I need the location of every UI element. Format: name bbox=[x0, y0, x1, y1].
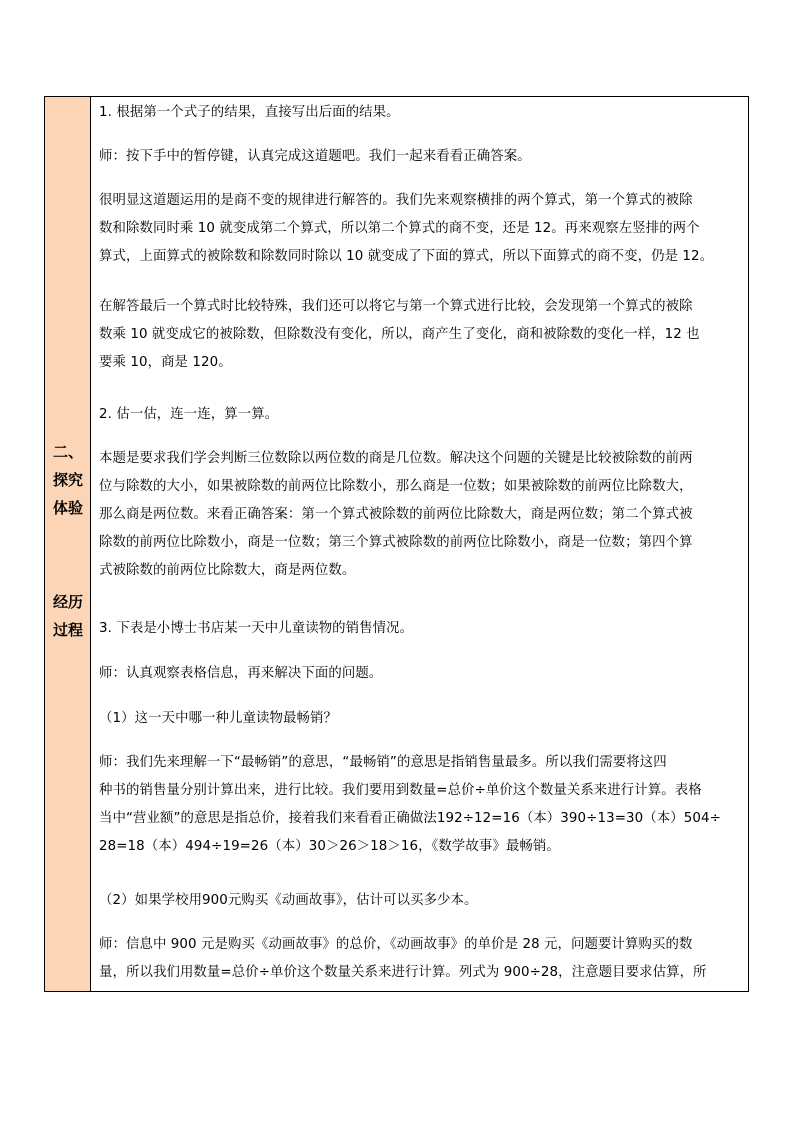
text-line: 算式，上面算式的被除数和除数同时除以 10 就变成了下面的算式，所以下面算式的商不变，仍是 12。 bbox=[99, 249, 714, 264]
section-label: 二、 bbox=[52, 443, 83, 461]
text-line: 位与除数的大小，如果被除数的前两位比除数小，那么商是一位数；如果被除数的前两位比除数大， bbox=[99, 479, 693, 494]
lesson-table bbox=[44, 96, 749, 992]
text-line: 数和除数同时乘 10 就变成第二个算式，所以第二个算式的商不变，还是 12。再来观察左竖排的两个 bbox=[99, 221, 700, 236]
paragraph bbox=[99, 887, 742, 915]
paragraph bbox=[99, 445, 742, 585]
text-line: 28=18（本）494÷19=26（本）30＞26＞18＞16，《数学故事》最畅销。 bbox=[99, 839, 560, 854]
text-line: 当中“营业额”的意思是指总价，接着我们来看看正确做法192÷12=16（本）390÷13=30（本）504÷ bbox=[99, 811, 721, 826]
paragraph bbox=[99, 143, 742, 171]
text-line: 2. 估一估，连一连，算一算。 bbox=[99, 407, 279, 422]
text-line: 师：我们先来理解一下“最畅销”的意思，“最畅销”的意思是指销售量最多。所以我们需要将这四 bbox=[99, 755, 667, 770]
text-line: 种书的销售量分别计算出来，进行比较。我们要用到数量=总价÷单价这个数量关系来进行计算。表格 bbox=[99, 783, 702, 798]
text-line: 式被除数的前两位比除数大，商是两位数。 bbox=[99, 563, 356, 578]
text-line: 量，所以我们用数量=总价÷单价这个数量关系来进行计算。列式为 900÷28，注意题目要求估算，所 bbox=[99, 965, 707, 980]
text-line: 那么商是两位数。来看正确答案：第一个算式被除数的前两位比除数大，商是两位数；第二个算式被 bbox=[99, 507, 693, 522]
text-line: 在解答最后一个算式时比较特殊，我们还可以将它与第一个算式进行比较，会发现第一个算式的被除 bbox=[99, 299, 693, 314]
section-label: 体验 bbox=[52, 499, 83, 517]
section-label: 过程 bbox=[52, 621, 83, 639]
text-line: 本题是要求我们学会判断三位数除以两位数的商是几位数。解决这个问题的关键是比较被除数的前两 bbox=[99, 451, 693, 466]
paragraph bbox=[99, 749, 742, 861]
text-line: 除数的前两位比除数小，商是一位数；第三个算式被除数的前两位比除数小，商是一位数；第四个算 bbox=[99, 535, 693, 550]
paragraph bbox=[99, 931, 742, 987]
text-line: 3. 下表是小博士书店某一天中儿童读物的销售情况。 bbox=[99, 621, 414, 636]
section-label: 探究 bbox=[52, 471, 83, 489]
text-line: （1）这一天中哪一种儿童读物最畅销？ bbox=[99, 711, 337, 726]
section-label: 经历 bbox=[52, 593, 83, 611]
text-line: 师：按下手中的暂停键，认真完成这道题吧。我们一起来看看正确答案。 bbox=[99, 149, 531, 164]
section-label-column bbox=[45, 97, 91, 991]
paragraph bbox=[99, 660, 742, 688]
paragraph bbox=[99, 401, 742, 429]
text-line: 数乘 10 就变成它的被除数，但除数没有变化，所以，商产生了变化，商和被除数的变化一样，12 也 bbox=[99, 327, 700, 342]
content-column bbox=[91, 97, 748, 991]
paragraph bbox=[99, 705, 742, 733]
text-line: 1. 根据第一个式子的结果，直接写出后面的结果。 bbox=[99, 105, 400, 120]
paragraph bbox=[99, 615, 742, 643]
text-line: （2）如果学校用900元购买《动画故事》，估计可以买多少本。 bbox=[99, 893, 478, 908]
text-line: 很明显这道题运用的是商不变的规律进行解答的。我们先来观察横排的两个算式，第一个算式的被除 bbox=[99, 193, 693, 208]
paragraph bbox=[99, 99, 742, 127]
text-line: 师：认真观察表格信息，再来解决下面的问题。 bbox=[99, 666, 383, 681]
text-line: 师：信息中 900 元是购买《动画故事》的总价，《动画故事》的单价是 28 元，问题要计算购买的数 bbox=[99, 937, 693, 952]
text-line: 要乘 10，商是 120。 bbox=[99, 355, 232, 370]
paragraph bbox=[99, 187, 742, 271]
paragraph bbox=[99, 293, 742, 377]
